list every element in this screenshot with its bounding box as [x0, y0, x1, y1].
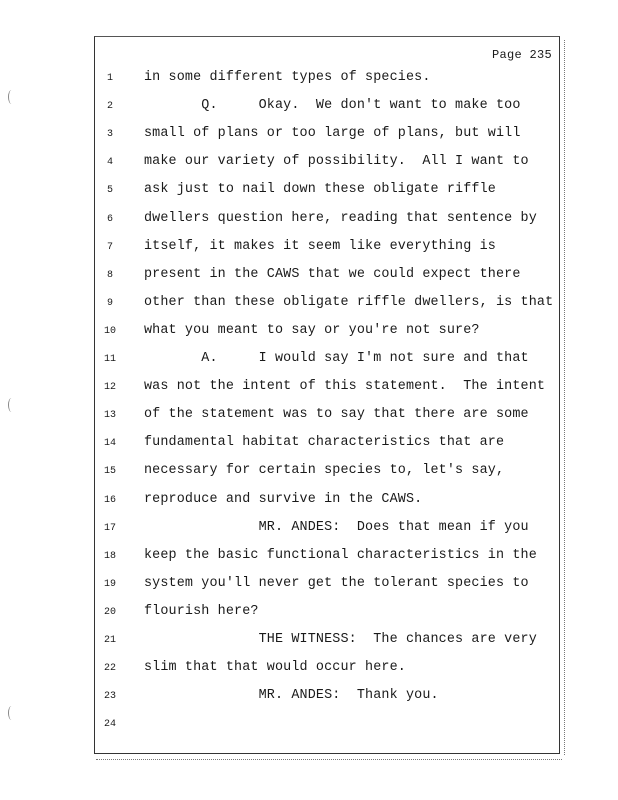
transcript-line [0, 656, 618, 684]
transcript-line [0, 291, 618, 319]
transcript-line [0, 431, 618, 459]
transcript-line [0, 712, 618, 740]
line-text: of the statement was to say that there are some [144, 407, 529, 423]
line-text: present in the CAWS that we could expect there [144, 266, 521, 282]
line-text: MR. ANDES: Thank you. [144, 688, 439, 704]
transcript-line [0, 459, 618, 487]
transcript-line [0, 628, 618, 656]
line-number: 21 [103, 635, 116, 646]
line-text: MR. ANDES: Does that mean if you [144, 519, 529, 535]
transcript-line [0, 207, 618, 235]
transcript-line [0, 544, 618, 572]
line-number: 24 [103, 719, 116, 731]
line-number: 7 [106, 241, 113, 253]
transcript-line [0, 572, 618, 600]
line-text: necessary for certain species to, let's say, [144, 463, 505, 479]
line-text: make our variety of possibility. All I want to [144, 154, 529, 170]
line-number: 19 [103, 578, 116, 590]
line-text: Q. Okay. We don't want to make too [144, 98, 521, 114]
line-text: flourish here? [144, 603, 259, 619]
transcript-line [0, 150, 618, 178]
transcript-line [0, 347, 618, 375]
transcript-line [0, 403, 618, 431]
transcript-line [0, 122, 618, 150]
line-text: other than these obligate riffle dwellers, is that [144, 294, 554, 310]
line-number: 20 [103, 606, 116, 618]
line-number: 23 [103, 691, 116, 703]
line-text: system you'll never get the tolerant species to [144, 575, 529, 591]
line-number: 13 [103, 410, 116, 422]
transcript-line [0, 66, 618, 94]
line-text: reproduce and survive in the CAWS. [144, 491, 423, 507]
line-text: small of plans or too large of plans, but will [144, 126, 521, 142]
line-number: 15 [103, 466, 116, 478]
transcript-line [0, 319, 618, 347]
transcript-line [0, 516, 618, 544]
line-number: 2 [106, 101, 113, 113]
transcript-line [0, 488, 618, 516]
line-number: 22 [103, 663, 116, 675]
transcript-line [0, 375, 618, 403]
line-number: 17 [103, 522, 116, 534]
line-text: ask just to nail down these obligate riffle [144, 182, 496, 198]
line-number: 16 [103, 494, 116, 506]
line-text: THE WITNESS: The chances are very [144, 632, 537, 647]
line-text: was not the intent of this statement. The intent [144, 379, 546, 395]
page-number: Page 235 [491, 48, 552, 62]
transcript-line [0, 263, 618, 291]
transcript-line [0, 94, 618, 122]
transcript-line [0, 684, 618, 712]
line-number: 6 [106, 213, 113, 225]
line-number: 4 [106, 157, 113, 169]
line-text: dwellers question here, reading that sentence by [144, 210, 537, 226]
line-text: A. I would say I'm not sure and that [144, 351, 529, 366]
transcript-line [0, 235, 618, 263]
line-number: 8 [106, 269, 113, 281]
page-edge-bottom [96, 756, 562, 760]
line-number: 1 [106, 73, 113, 84]
line-number: 10 [103, 325, 116, 337]
line-text: slim that that would occur here. [144, 660, 406, 676]
transcript-line [0, 600, 618, 628]
transcript-line [0, 178, 618, 206]
line-text: what you meant to say or you're not sure? [144, 322, 480, 338]
line-number: 18 [103, 550, 116, 562]
line-number: 3 [106, 129, 113, 141]
line-number: 11 [103, 354, 116, 365]
line-number: 5 [106, 185, 113, 197]
line-text: fundamental habitat characteristics that are [144, 435, 505, 451]
line-text: keep the basic functional characteristics in the [144, 547, 537, 563]
line-number: 12 [103, 382, 116, 394]
line-text: itself, it makes it seem like everything is [144, 238, 496, 254]
line-number: 9 [106, 297, 113, 309]
line-text: in some different types of species. [144, 70, 431, 85]
line-number: 14 [103, 438, 116, 450]
